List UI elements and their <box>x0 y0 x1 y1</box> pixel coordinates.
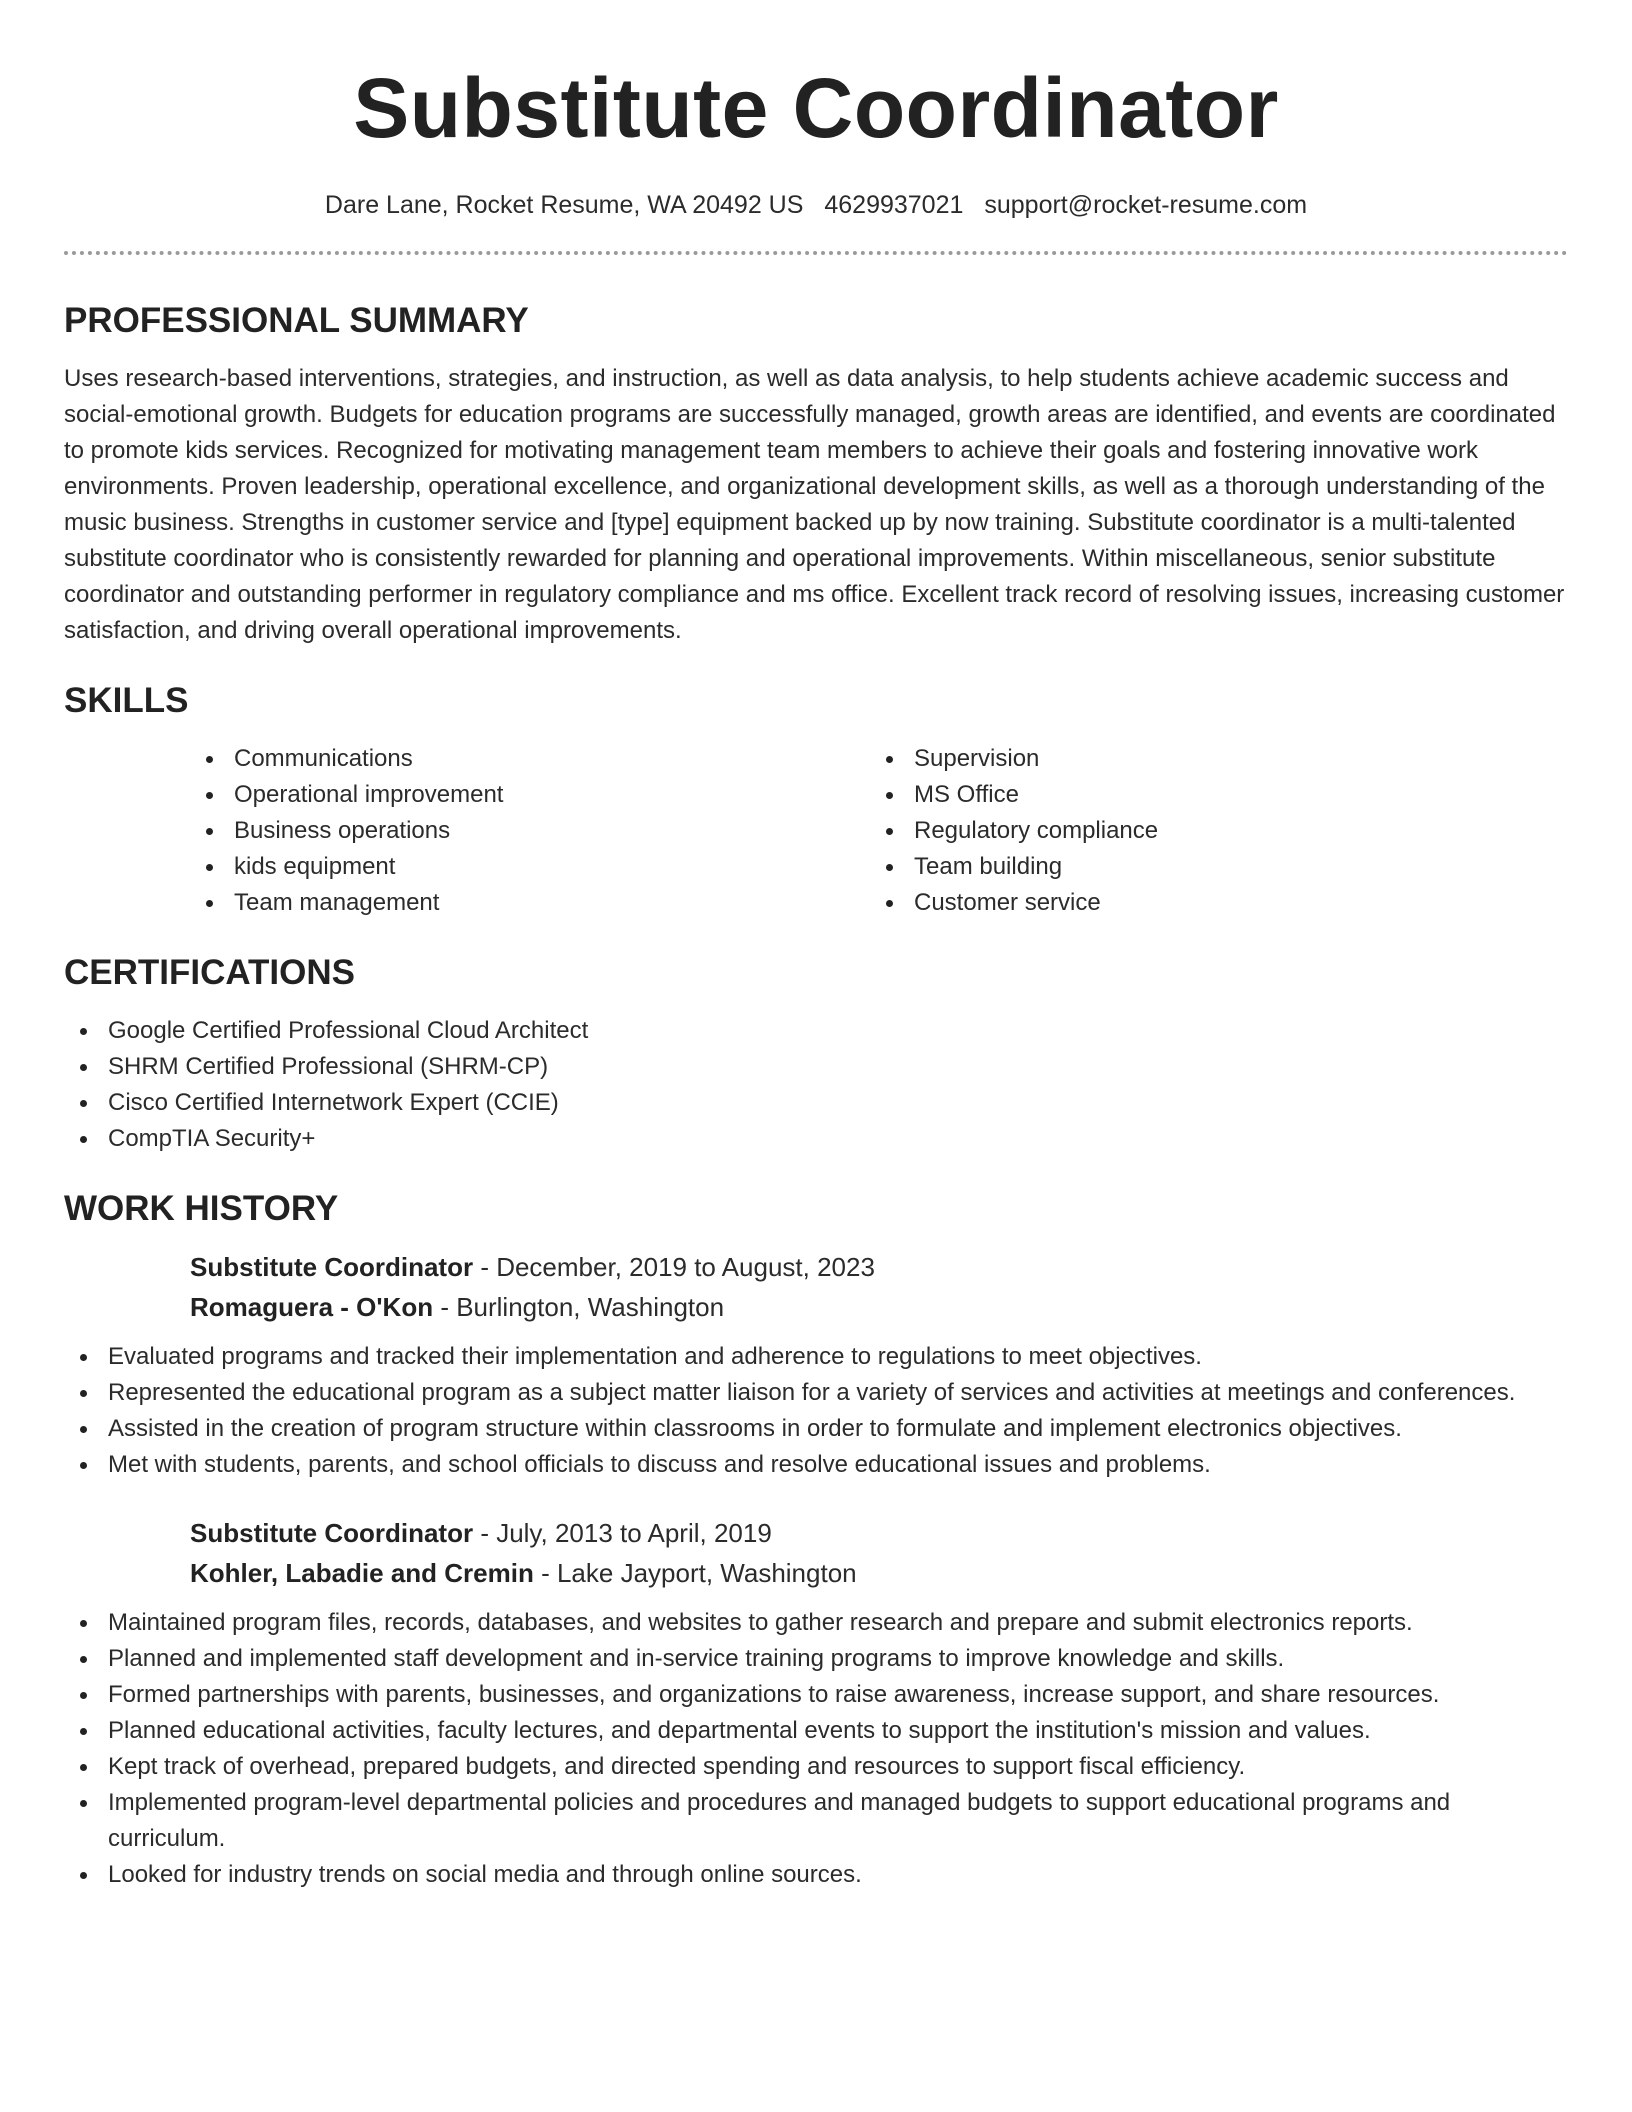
contact-address: Dare Lane, Rocket Resume, WA 20492 US <box>324 191 804 219</box>
candidate-name: Substitute Coordinator <box>353 61 1279 155</box>
job-bullet: Looked for industry trends on social media and through online sources. <box>64 1857 1568 1893</box>
job-bullet: Kept track of overhead, prepared budgets, and directed spending and resources to support fiscal efficiency. <box>64 1749 1568 1785</box>
job-company: Kohler, Labadie and Cremin <box>190 1558 534 1588</box>
job-bullet: Evaluated programs and tracked their implementation and adherence to regulations to meet objectives. <box>64 1339 1568 1375</box>
job-role: Substitute Coordinator <box>190 1518 474 1548</box>
skills-list <box>190 741 1568 921</box>
skill-item: Team building <box>870 849 1550 885</box>
job-bullets <box>64 1605 1568 1893</box>
job-role: Substitute Coordinator <box>190 1252 474 1282</box>
job-location: - Lake Jayport, Washington <box>533 1558 857 1588</box>
summary-heading: PROFESSIONAL SUMMARY <box>64 301 529 340</box>
job-bullet: Assisted in the creation of program structure within classrooms in order to formulate and implement electronics objectives. <box>64 1411 1568 1447</box>
job-title-line <box>190 1513 1568 1553</box>
job-bullet: Formed partnerships with parents, businesses, and organizations to raise awareness, increase support, and share resources. <box>64 1677 1568 1713</box>
job-bullet: Planned and implemented staff development and in-service training programs to improve knowledge and skills. <box>64 1641 1568 1677</box>
job-entry <box>190 1513 1568 1593</box>
job-bullet: Represented the educational program as a subject matter liaison for a variety of services and activities at meetings and conferences. <box>64 1375 1568 1411</box>
job-dates: - December, 2019 to August, 2023 <box>473 1252 875 1282</box>
job-title-line <box>190 1247 1568 1287</box>
skills-column-left <box>190 741 870 921</box>
work-history-section <box>64 1187 1568 1893</box>
job-entry <box>190 1247 1568 1327</box>
skill-item: Communications <box>190 741 870 777</box>
contact-email: support@rocket-resume.com <box>984 191 1308 219</box>
skill-item: Regulatory compliance <box>870 813 1550 849</box>
summary-text: Uses research-based interventions, strategies, and instruction, as well as data analysis, to help students achieve academic success and social-emotional growth. Budgets for education programs are successfully managed, growth areas are identified, and events are coordinated to promote kids services. Recognized for motivating management team members to achieve their goals and fostering innovative work environments. Proven leadership, operational excellence, and organizational development skills, as well as a thorough understanding of the music business. Strengths in customer service and [type] equipment backed up by now training. Substitute coordinator is a multi-talented substitute coordinator who is consistently rewarded for planning and operational improvements. Within miscellaneous, senior substitute coordinator and outstanding performer in regulatory compliance and ms office. Excellent track record of resolving issues, increasing customer satisfaction, and driving overall operational improvements. <box>64 365 1565 644</box>
certifications-section <box>64 951 1568 1157</box>
job-company-line <box>190 1553 1568 1593</box>
work-history-heading: WORK HISTORY <box>64 1189 339 1228</box>
skill-item: MS Office <box>870 777 1550 813</box>
certifications-heading: CERTIFICATIONS <box>64 953 356 992</box>
skill-item: kids equipment <box>190 849 870 885</box>
resume-page <box>64 0 1568 1893</box>
skills-section <box>64 679 1568 921</box>
certification-item: SHRM Certified Professional (SHRM-CP) <box>64 1049 1568 1085</box>
skill-item: Business operations <box>190 813 870 849</box>
certification-item: Google Certified Professional Cloud Architect <box>64 1013 1568 1049</box>
job-bullet: Planned educational activities, faculty lectures, and departmental events to support the institution's mission and values. <box>64 1713 1568 1749</box>
header-divider <box>64 251 1568 255</box>
job-company: Romaguera - O'Kon <box>190 1292 434 1322</box>
skill-item: Team management <box>190 885 870 921</box>
certification-item: Cisco Certified Internetwork Expert (CCIE) <box>64 1085 1568 1121</box>
skill-item: Customer service <box>870 885 1550 921</box>
skill-item: Operational improvement <box>190 777 870 813</box>
job-company-line <box>190 1287 1568 1327</box>
job-dates: - July, 2013 to April, 2019 <box>473 1518 772 1548</box>
job-bullet: Maintained program files, records, databases, and websites to gather research and prepare and submit electronics reports. <box>64 1605 1568 1641</box>
job-location: - Burlington, Washington <box>433 1292 725 1322</box>
contact-phone: 4629937021 <box>824 191 964 219</box>
certification-item: CompTIA Security+ <box>64 1121 1568 1157</box>
skills-column-right <box>870 741 1550 921</box>
skill-item: Supervision <box>870 741 1550 777</box>
certifications-list <box>64 1013 1568 1157</box>
summary-section <box>64 299 1568 649</box>
contact-info <box>64 188 1568 222</box>
job-bullet: Met with students, parents, and school officials to discuss and resolve educational issues and problems. <box>64 1447 1568 1483</box>
job-bullets <box>64 1339 1568 1483</box>
skills-heading: SKILLS <box>64 681 189 720</box>
job-bullet: Implemented program-level departmental policies and procedures and managed budgets to support educational programs and curriculum. <box>64 1785 1568 1857</box>
